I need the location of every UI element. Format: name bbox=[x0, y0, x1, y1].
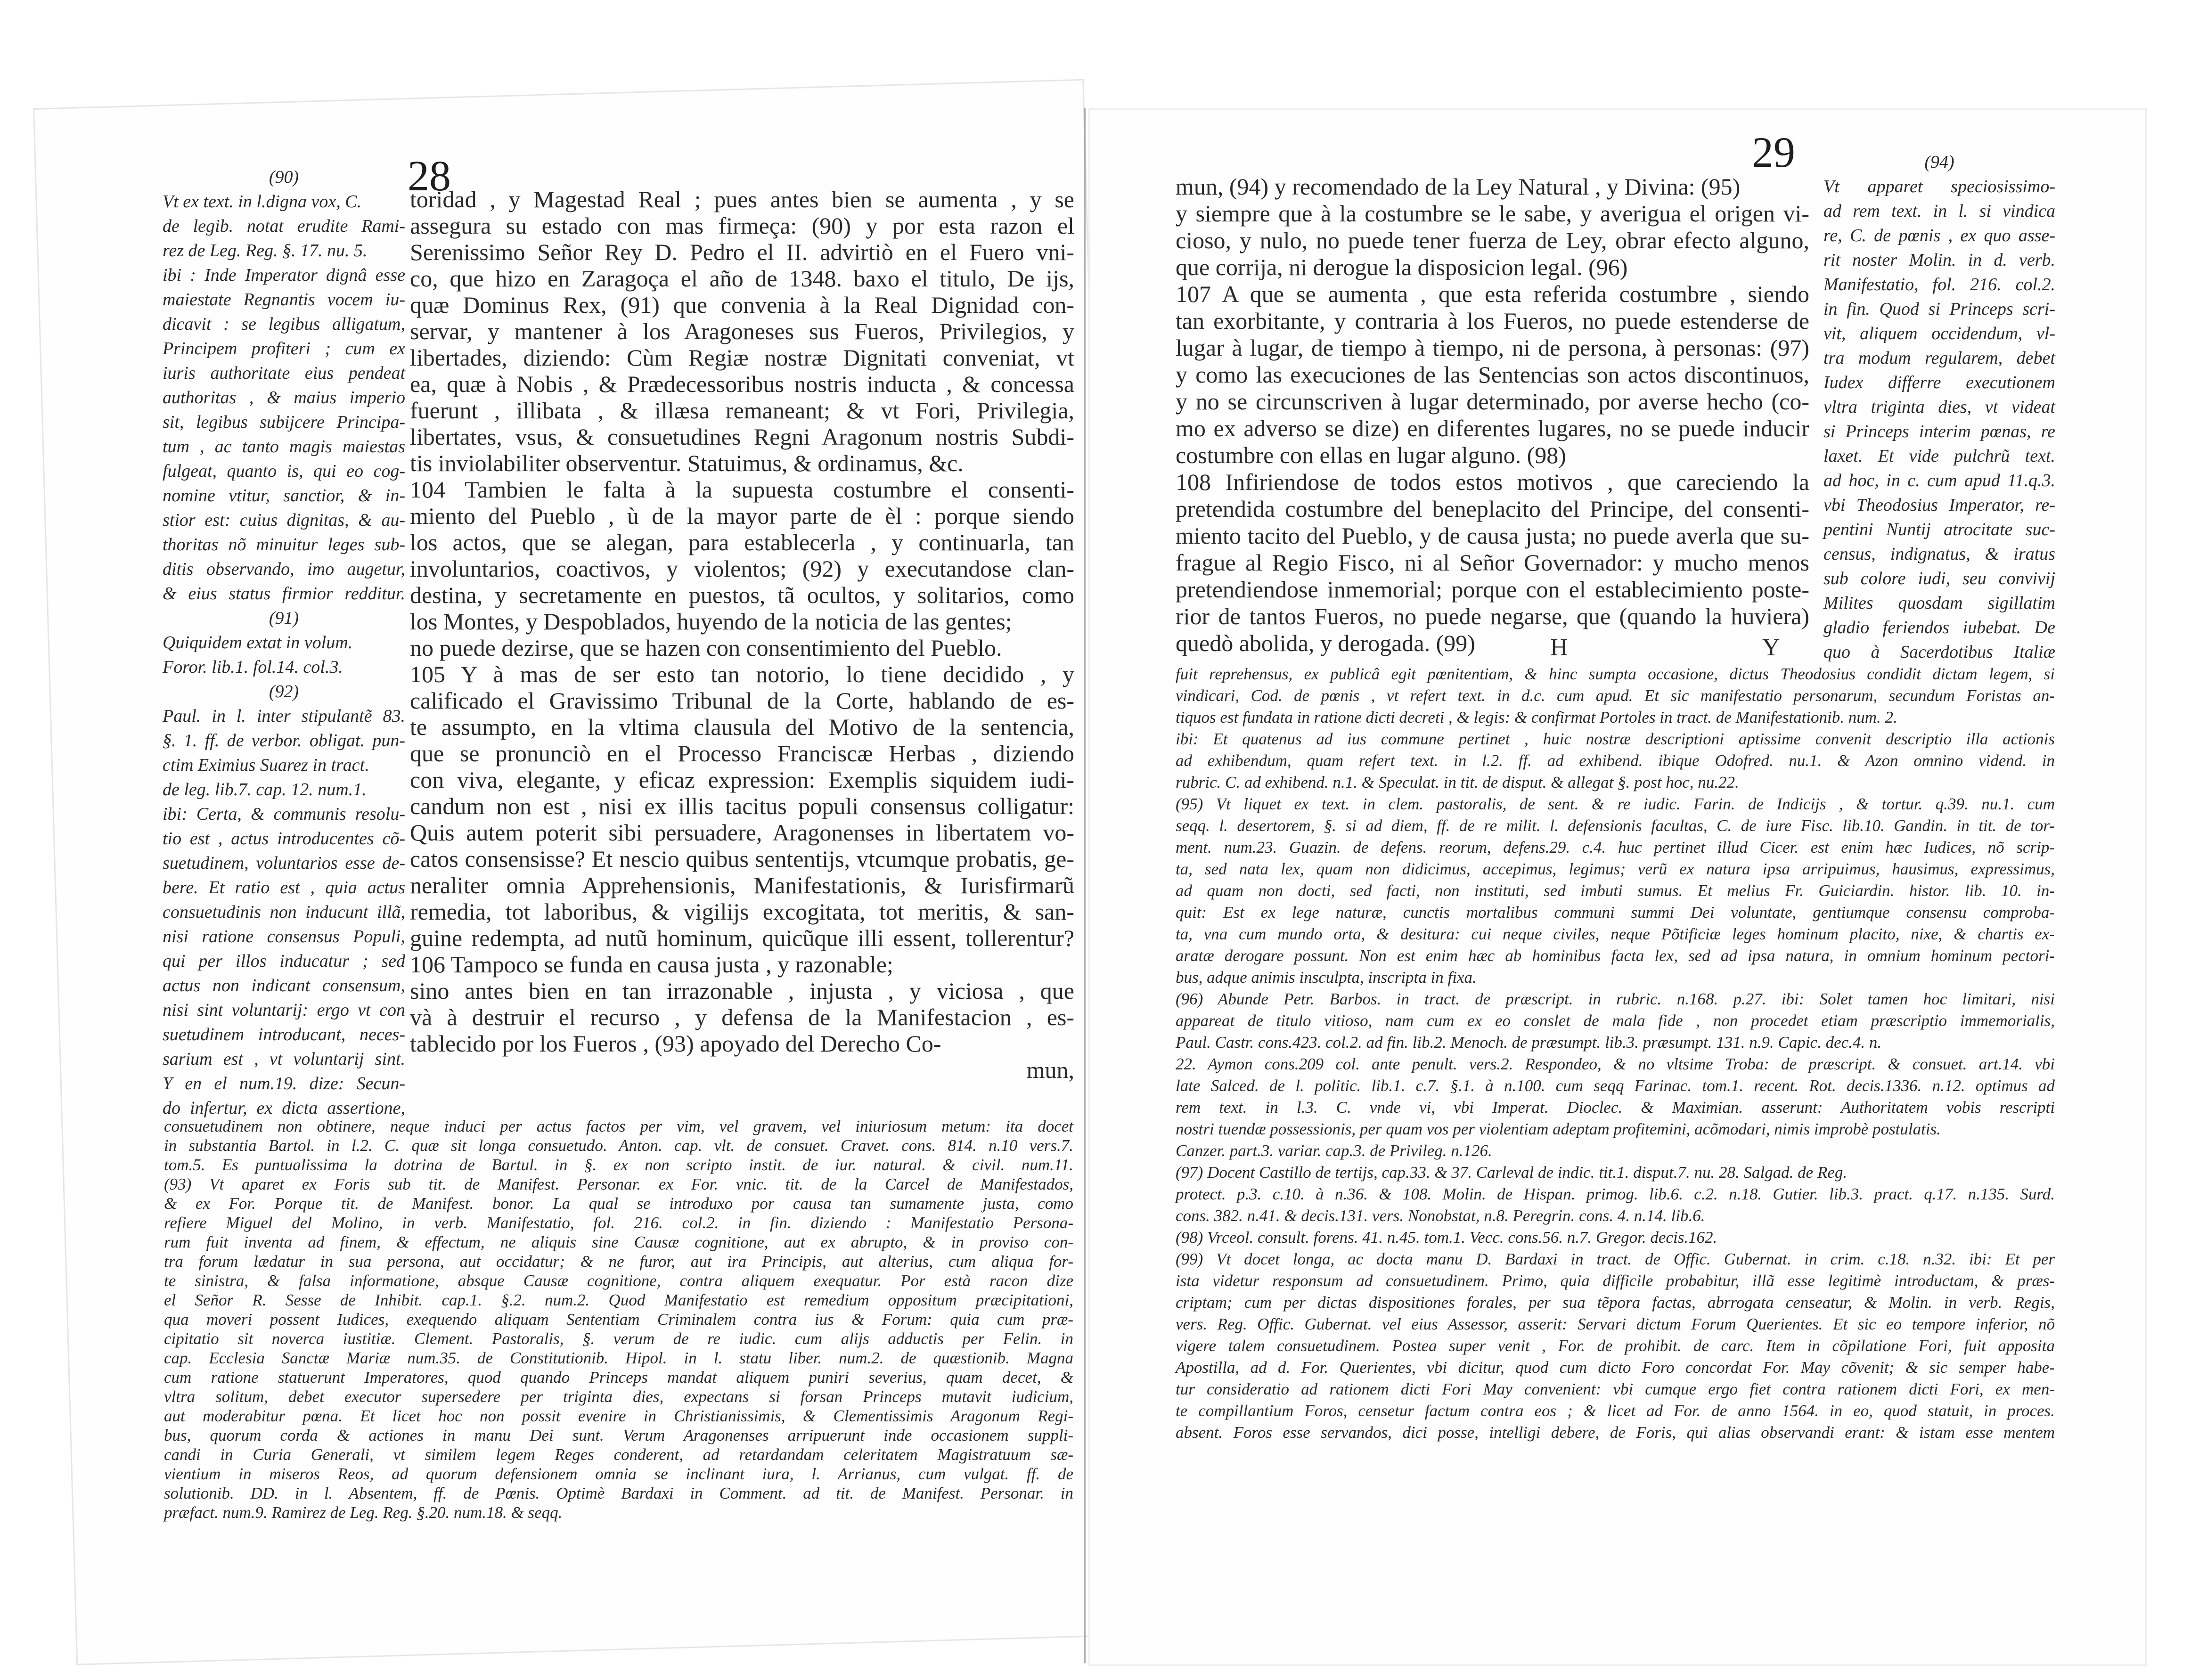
text-line: suetudinem, voluntarios esse de- bbox=[163, 853, 405, 873]
text-line: do infertur, ex dicta assertione, bbox=[163, 1098, 405, 1118]
text-line: in substantia Bartol. in l.2. C. quæ sit longa consuetudo. Anton. cap. vlt. de consuet. Cravet. cons. 814. n.10 vers.7. bbox=[164, 1136, 1073, 1155]
right-footnotes bbox=[1176, 663, 2055, 1443]
text-line: servar, y mantener à los Aragoneses sus Fueros, Privilegios, y bbox=[410, 318, 1074, 344]
text-line: con viva, elegante, y eficaz expression: Exemplis siquidem iudi- bbox=[410, 767, 1074, 793]
text-line: ibi: Certa, & communis resolu- bbox=[163, 804, 405, 824]
text-line: Paul. Castr. cons.423. col.2. ad fin. lib.2. Menoch. de præsumpt. lib.3. præsumpt. 131. n.9. Capic. dec.4. n. bbox=[1176, 1033, 1882, 1052]
text-line: destina, y secretamente en puestos, tã ocultos, y solitarios, como bbox=[410, 582, 1074, 608]
text-line: census, indignatus, & iratus bbox=[1823, 544, 2055, 564]
text-line: iuris authoritate eius pendeat bbox=[163, 363, 405, 383]
text-line: Canzer. part.3. variar. cap.3. de Privileg. n.126. bbox=[1176, 1142, 1492, 1160]
text-line: appareat de titulo vitioso, nam cum ex eo conslet de mala fide , non procedet etiam præscriptio immemorialis, bbox=[1176, 1011, 2055, 1030]
text-line: & eius status firmior redditur. bbox=[163, 584, 405, 603]
text-line: quæ Dominus Rex, (91) que convenia à la Real Dignidad con- bbox=[410, 292, 1074, 318]
text-line: nisi sint voluntarij: ergo vt con bbox=[163, 1000, 405, 1020]
text-line: vindicari, Cod. de pœnis , vt refert text. in d.c. cum apud. Et sic manifestatio personarum, secundum Foristas an- bbox=[1176, 686, 2055, 705]
text-line: sarium est , vt voluntarij sint. bbox=[163, 1049, 405, 1069]
text-line: tur consideratio ad rationem dicti Fori May convenient: vbi cumque ergo fiet contra rationem dicti Fori, ex men- bbox=[1176, 1380, 2055, 1398]
text-line: rez de Leg. Reg. §. 17. nu. 5. bbox=[163, 241, 368, 261]
text-line: quit: Est ex lege naturæ, cunctis mortalibus communi summi Dei voluntate, gentiumque consensu comproba- bbox=[1176, 903, 2055, 922]
text-line: ea, quæ à Nobis , & Prædecessoribus nostris inducta , & concessa bbox=[410, 371, 1074, 397]
text-line: el Señor R. Sesse de Inhibit. cap.1. §.2. num.2. Quod Manifestatio est remedium oppositum præcipitationi, bbox=[164, 1291, 1073, 1309]
text-line: Principem profiteri ; cum ex bbox=[163, 339, 405, 359]
text-line: involuntarios, coactivos, y violentos; (92) y executandose clan- bbox=[410, 555, 1074, 582]
text-line: tio est , actus introducentes cõ- bbox=[163, 829, 405, 848]
right-margin-notes bbox=[1823, 150, 2055, 664]
text-line: (92) bbox=[269, 682, 299, 701]
text-line: cipitatio sit noverca iustitiæ. Clement. Pastoralis, §. verum de re iudic. cum alijs adductis per Felin. in bbox=[164, 1329, 1073, 1348]
text-line: dicavit : se legibus alligatum, bbox=[163, 314, 405, 334]
text-line: rum fuit inventa ad finem, & effectum, ne aliquis sine Causæ cognitione, aut ex abrupto, & in proviso con- bbox=[164, 1233, 1073, 1251]
text-line: neraliter omnia Apprehensionis, Manifestationis, & Iurisfirmarũ bbox=[410, 872, 1074, 898]
text-line: fulgeat, quanto is, qui eo cog- bbox=[163, 461, 405, 481]
text-line: Vt ex text. in l.digna vox, C. bbox=[163, 192, 362, 212]
text-line: & ex For. Porque tit. de Manifest. bonor. La qual se introduxo por causa tan sumamente justa, como bbox=[164, 1194, 1073, 1213]
text-line: frague al Regio Fisco, ni al Señor Governador: y mucho menos bbox=[1176, 549, 1809, 576]
text-line: remedia, tot laboribus, & vigilijs excogitata, tot meritis, & san- bbox=[410, 898, 1074, 925]
text-line: ad quam non docti, sed facti, non instituti, sed imbuti sumus. Et melius Fr. Guiciardin. histor. lib. 10. in- bbox=[1176, 881, 2055, 900]
text-line: tis inviolabiliter observentur. Statuimus, & ordinamus, &c. bbox=[410, 450, 964, 476]
text-line: aut moderabitur pœna. Et licet hoc non possit evenire in Christianissimis, & Clementissimis Aragonum Regi- bbox=[164, 1407, 1073, 1425]
text-line: libertates, vsus, & consuetudines Regni Aragonum nostris Subdi- bbox=[410, 424, 1074, 450]
text-line: cioso, y nulo, no puede tener fuerza de Ley, obrar efecto alguno, bbox=[1176, 227, 1809, 253]
text-line: (94) bbox=[1924, 152, 1954, 172]
left-main-text bbox=[410, 186, 1074, 1083]
text-line: (95) Vt liquet ex text. in clem. pastoralis, de sent. & re iudic. Farin. de Indicijs , & tortur. q.39. nu.1. cum bbox=[1176, 795, 2055, 813]
text-line: gladio feriendos iubebat. De bbox=[1823, 618, 2055, 637]
text-line: Y en el num.19. dize: Secun- bbox=[163, 1074, 405, 1093]
text-line: 108 Infiriendose de todos estos motivos , que careciendo la bbox=[1176, 469, 1809, 495]
text-line: Serenissimo Señor Rey D. Pedro el II. advirtiò en el Fuero vni- bbox=[410, 239, 1074, 265]
text-line: calificado el Gravissimo Tribunal de la Corte, hablando de es- bbox=[410, 687, 1074, 714]
text-line: bere. Et ratio est , quia actus bbox=[163, 878, 405, 897]
text-line: qui per illos inducatur ; sed bbox=[163, 951, 405, 971]
text-line: tra modum regularem, debet bbox=[1823, 348, 2055, 368]
text-line: rit noster Molin. in d. verb. bbox=[1823, 250, 2055, 270]
text-line: ad rem text. in l. si vindica bbox=[1823, 201, 2055, 221]
text-line: solutionib. DD. in l. Absentem, ff. de Pœnis. Optimè Bardaxi in Comment. ad tit. de Manifest. Personar. in bbox=[164, 1484, 1073, 1502]
text-line: nostri tuendæ possessionis, per quam vos per violentiam adeptam profitemini, acõmodari, nimis improbè postulatis. bbox=[1176, 1120, 1941, 1138]
text-line: late Salced. de l. politic. lib.1. c.7. §.1. à n.100. cum seqq Farinac. tom.1. recent. Rot. decis.1336. n.12. optimus ad bbox=[1176, 1077, 2055, 1095]
text-line: lugar à lugar, de tiempo à tiempo, ni de persona, à personas: (97) bbox=[1176, 334, 1809, 361]
text-line: actus non indicant consensum, bbox=[163, 976, 405, 995]
text-line: quedò abolida, y derogada. (99) bbox=[1176, 630, 1475, 656]
text-line: sit, legibus subijcere Principa- bbox=[163, 412, 405, 432]
text-line: no puede dezirse, que se hazen con consentimiento del Pueblo. bbox=[410, 635, 1002, 661]
text-line: mo ex adverso se dize) en diferentes lugares, no se puede inducir bbox=[1176, 415, 1809, 441]
text-line: §. 1. ff. de verbor. obligat. pun- bbox=[163, 731, 405, 750]
text-line: cum ratione statuerunt Imperatores, quod quando Princeps mandat aliquem puniri severius, quam decet, & bbox=[164, 1368, 1073, 1386]
text-line: los Montes, y Despoblados, huyendo de la noticia de las gentes; bbox=[410, 608, 1012, 635]
text-line: Iudex differre executionem bbox=[1823, 373, 2055, 392]
text-line: ta, sed nata lex, quam non didicimus, accepimus, legimus; verũ ex natura ipsa arripuimus, hausimus, expressimus, bbox=[1176, 860, 2055, 878]
text-line: te compillantium Foros, censetur factum contra eos ; & licet ad For. de anno 1564. in eo, quod statuit, in proces. bbox=[1176, 1402, 2055, 1420]
text-line: consuetudinis non inducunt illã, bbox=[163, 902, 405, 922]
text-line: ditis observando, imo augetur, bbox=[163, 559, 405, 579]
text-line: fuerunt , illibata , & illæsa remaneant; & vt Fori, Privilegia, bbox=[410, 397, 1074, 424]
text-line: suetudinem introducant, neces- bbox=[163, 1025, 405, 1044]
text-line: præfact. num.9. Ramirez de Leg. Reg. §.20. num.18. & seqq. bbox=[164, 1503, 563, 1522]
text-line: toridad , y Magestad Real ; pues antes bien se aumenta , y se bbox=[410, 186, 1074, 212]
text-line: pretendiendose inmemorial; porque con el establecimiento poste- bbox=[1176, 576, 1809, 603]
text-line: ista videtur responsum ad consuetudinem. Primo, quia difficile probabitur, illã esse legitimè introductam, & præs- bbox=[1176, 1272, 2055, 1290]
text-line: rubric. C. ad exhibend. n.1. & Speculat. in tit. de disput. & allegat §. post hoc, nu.22. bbox=[1176, 773, 1739, 791]
text-line: vers. Reg. Offic. Gubernat. vel eius Assessor, asserit: Servari dictum Forum Querientes. Et sic eo tempore inferior, nõ bbox=[1176, 1315, 2055, 1333]
text-line: fuit reprehensus, ex publicâ egit pœnitentiam, & hinc sumpta occasione, dictus Theodosius condidit dictam legem, si bbox=[1176, 665, 2055, 683]
text-line: candum non est , nisi ex illis tacitus populi consensus colligatur: bbox=[410, 793, 1074, 819]
text-line: authoritas , & maius imperio bbox=[163, 388, 405, 408]
book-gutter bbox=[1084, 108, 1086, 1663]
text-line: absent. Foros esse servandos, dici posse, intelligi debere, de Foris, qui alias observandi erant: & istam esse mentem bbox=[1176, 1423, 2055, 1442]
text-line: tra forum lædatur in sua persona, aut occidatur; & ne furor, aut ira Principis, aut alterius, cum aliqua for- bbox=[164, 1252, 1073, 1271]
text-line: tom.5. Es puntualissima la dotrina de Bartul. in §. ex non scripto instit. de iur. natural. & civil. num.11. bbox=[164, 1156, 1073, 1174]
text-line: (99) Vt docet longa, ac docta manu D. Bardaxi in tract. de Offic. Gubernat. in crim. c.18. n.32. ibi: Et per bbox=[1176, 1250, 2055, 1268]
text-line: cap. Ecclesia Sanctæ Mariæ num.35. de Constitutionib. Hipol. in l. statu liber. num.2. de quæstionib. Magna bbox=[164, 1349, 1073, 1367]
text-line: te assumpto, en la vltima clausula del Motivo de la sentencia, bbox=[410, 714, 1074, 740]
text-line: y como las execuciones de las Sentencias son actos discontinuos, bbox=[1176, 361, 1809, 388]
text-line: re, C. de pœnis , ex quo asse- bbox=[1823, 226, 2055, 245]
text-line: mun, bbox=[1026, 1057, 1074, 1083]
text-line: tum , ac tanto magis maiestas bbox=[163, 437, 405, 457]
text-line: ibi: Et quatenus ad ius commune pertinet , huic nostræ descriptioni aptissime convenit descriptio illa actionis bbox=[1176, 730, 2055, 748]
text-line: quo à Sacerdotibus Italiæ bbox=[1823, 642, 2055, 662]
text-line: ment. num.23. Guazin. de defens. reorum, defens.29. c.4. huc pertinet illud Cicer. est enim hæc Iudices, nõ scrip- bbox=[1176, 838, 2055, 856]
text-line: vltra solitum, debet executor supersedere per triginta dies, expectans si forsan Princeps mutavit iudicium, bbox=[164, 1387, 1073, 1406]
text-line: qua moveri possent Iudices, exequendo aliquam Sententiam Criminalem contra ius & Forum: quia cum præ- bbox=[164, 1310, 1073, 1329]
left-footnotes bbox=[164, 1117, 1073, 1522]
text-line: thoritas nõ minuitur leges sub- bbox=[163, 535, 405, 555]
text-line: candi in Curia Generali, vt similem legem Reges conderent, ad retardandam celeritatem Magistratuum sæ- bbox=[164, 1445, 1073, 1464]
text-line: vigere talem consuetudinem. Postea super venit , For. de prohibit. de carc. Item in cõpilatione Fori, fuit apposita bbox=[1176, 1337, 2055, 1355]
text-line: Foror. lib.1. fol.14. col.3. bbox=[163, 657, 343, 677]
text-line: Paul. in l. inter stipulantẽ 83. bbox=[163, 706, 405, 726]
text-line: ad hoc, in c. cum apud 11.q.3. bbox=[1823, 471, 2055, 490]
text-line: nomine vtitur, sanctior, & in- bbox=[163, 486, 405, 506]
left-margin-notes bbox=[163, 165, 405, 1120]
text-line: vltra triginta dies, vt videat bbox=[1823, 397, 2055, 417]
text-line: mun, (94) y recomendado de la Ley Natural , y Divina: (95) bbox=[1176, 173, 1741, 200]
text-line: cons. 382. n.41. & decis.131. vers. Nonobstat, n.8. Peregrin. cons. 4. n.14. lib.6. bbox=[1176, 1207, 1705, 1225]
text-line: costumbre con ellas en lugar alguno. (98) bbox=[1176, 442, 1566, 468]
page-number-right: 29 bbox=[1752, 128, 1795, 176]
text-line: maiestate Regnantis vocem iu- bbox=[163, 290, 405, 310]
text-line: y siempre que à la costumbre se le sabe, y averigua el origen vi- bbox=[1176, 200, 1809, 227]
text-line: stior est: cuius dignitas, & au- bbox=[163, 510, 405, 530]
text-line: libertades, diziendo: Cùm Regiæ nostræ Dignitati conveniat, vt bbox=[410, 344, 1074, 371]
text-line: que corrija, ni derogue la disposicion legal. (96) bbox=[1176, 254, 1628, 280]
text-line: co, que hizo en Zaragoça el año de 1348. baxo el titulo, De ijs, bbox=[410, 265, 1074, 292]
text-line: vientium in miseros Reos, ad quorum defensionem omnia se inclinant iura, l. Arrianus, cum vulgat. ff. de bbox=[164, 1465, 1073, 1483]
text-line: consuetudinem non obtinere, neque induci per actus factos per vim, vel gravem, vel iniuriosum metum: ita docet bbox=[164, 1117, 1073, 1135]
text-line: los actos, que se alegan, para establecerla , y continuarla, tan bbox=[410, 529, 1074, 555]
text-line: 105 Y à mas de ser esto tan notorio, lo tiene decidido , y bbox=[410, 661, 1074, 687]
text-line: rior de tantos Fueros, no puede negarse, que (quando la huviera) bbox=[1176, 603, 1809, 629]
text-line: de legib. notat erudite Rami- bbox=[163, 216, 405, 236]
text-line: bus, quorum corda & actiones in manu Dei sunt. Verum Aragonenses arripuerunt inde occasionem suppli- bbox=[164, 1426, 1073, 1444]
text-line: sino antes bien en tan irrazonable , injusta , y viciosa , que bbox=[410, 978, 1074, 1004]
text-line: 22. Aymon cons.209 col. ante penult. vers.2. Respondeo, & no vltsime Troba: de præscript. & consuet. art.14. vbi bbox=[1176, 1055, 2055, 1073]
text-line: tablecido por los Fueros , (93) apoyado del Derecho Co- bbox=[410, 1030, 941, 1057]
signature-mark-h: H bbox=[1550, 634, 1568, 661]
text-line: Quis autem poterit sibi persuadere, Aragonenses in libertatem vo- bbox=[410, 819, 1074, 846]
text-line: catos consensisse? Et nescio quibus sententijs, vtcumque probatis, ge- bbox=[410, 846, 1074, 872]
text-line: ctim Eximius Suarez in tract. bbox=[163, 755, 369, 775]
text-line: miento tacito del Pueblo, y de causa justa; no puede averla que su- bbox=[1176, 522, 1809, 549]
text-line: 104 Tambien le falta à la supuesta costumbre el consenti- bbox=[410, 476, 1074, 503]
text-line: và à destruir el recurso , y defensa de la Manifestacion , es- bbox=[410, 1004, 1074, 1030]
text-line: vit, aliquem occidendum, vl- bbox=[1823, 324, 2055, 343]
text-line: que se pronunciò en el Processo Franciscæ Herbas , diziendo bbox=[410, 740, 1074, 767]
text-line: Quiquidem extat in volum. bbox=[163, 633, 353, 652]
text-line: Apostilla, ad d. For. Querientes, vbi dicitur, quod cum dicto Foro concordat For. May cõvenit; & sic semper habe- bbox=[1176, 1358, 2055, 1377]
text-line: ta, vna cum mundo orta, & desitura: cui neque civiles, neque Põtificiæ leges hominum placito, nixe, & chartis ex- bbox=[1176, 925, 2055, 943]
text-line: (93) Vt aparet ex Foris sub tit. de Manifest. Personar. ex For. vnic. tit. de la Carcel de Manifestados, bbox=[164, 1175, 1073, 1193]
text-line: assegura su estado con mas firmeça: (90) y por esta razon el bbox=[410, 212, 1074, 239]
text-line: pentini Nuntij atrocitate suc- bbox=[1823, 520, 2055, 539]
text-line: Milites quosdam sigillatim bbox=[1823, 593, 2055, 613]
text-line: si Princeps interim pœnas, re bbox=[1823, 422, 2055, 441]
text-line: ibi : Inde Imperator dignâ esse bbox=[163, 265, 405, 285]
text-line: 107 A que se aumenta , que esta referida costumbre , siendo bbox=[1176, 281, 1809, 307]
text-line: refiere Miguel del Molino, in verb. Manifestatio, fol. 216. col.2. in fin. diziendo : Manifestatio Persona- bbox=[164, 1214, 1073, 1232]
text-line: ad exhibendum, quam refert text. in l.2. ff. ad exhibend. ibique Odofred. nu.1. & Azon omnino vidend. in bbox=[1176, 751, 2055, 770]
text-line: rem text. in l.3. C. vnde vi, vbi Imperat. Dioclec. & Maximian. asserunt: Authoritatem vobis rescripti bbox=[1176, 1098, 2055, 1117]
text-line: miento del Pueblo , ù de la mayor parte de èl : porque siendo bbox=[410, 503, 1074, 529]
text-line: guine redempta, ad nutũ hominum, quicũque illi essent, tollerentur? bbox=[410, 925, 1074, 951]
text-line: tan exorbitante, y contraria à los Fueros, no puede estenderse de bbox=[1176, 308, 1809, 334]
text-line: nisi ratione consensus Populi, bbox=[163, 927, 405, 946]
text-line: pretendida costumbre del beneplacito del Principe, del consenti- bbox=[1176, 496, 1809, 522]
text-line: vbi Theodosius Imperator, re- bbox=[1823, 495, 2055, 515]
text-line: Vt apparet speciosissimo- bbox=[1823, 177, 2055, 196]
text-line: te sinistra, & falsa informatione, absque Causæ cognitione, contra aliquem exequatur. Por està racon dize bbox=[164, 1272, 1073, 1290]
text-line: bus, adque animis insculpta, inscripta in fixa. bbox=[1176, 968, 1477, 987]
text-line: y no se circunscriven à lugar determinado, por averse hecho (co- bbox=[1176, 388, 1809, 415]
text-line: de leg. lib.7. cap. 12. num.1. bbox=[163, 780, 367, 799]
signature-mark-y: Y bbox=[1762, 634, 1780, 661]
text-line: (90) bbox=[269, 167, 299, 187]
text-line: seqq. l. desertorem, §. si ad diem, ff. de re milit. l. defensionis facultas, C. de iure Fisc. lib.10. Gandin. in tit. de tor- bbox=[1176, 816, 2055, 835]
text-line: criptam; cum per dictas dispositiones forales, per sua tẽpora factas, abrrogata censeatur, & Molin. in verb. Regis, bbox=[1176, 1293, 2055, 1312]
text-line: (97) Docent Castillo de tertijs, cap.33. & 37. Carleval de indic. tit.1. disput.7. nu. 28. Salgad. de Reg. bbox=[1176, 1163, 1847, 1182]
text-line: tiquos est fundata in ratione dicti decreti , & legis: & confirmat Portoles in tract. de Manifestationib. num. 2. bbox=[1176, 708, 1897, 726]
text-line: laxet. Et vide pulchrũ text. bbox=[1823, 446, 2055, 466]
text-line: Manifestatio, fol. 216. col.2. bbox=[1823, 275, 2055, 294]
text-line: 106 Tampoco se funda en causa justa , y razonable; bbox=[410, 951, 893, 978]
page-number-left: 28 bbox=[408, 152, 451, 200]
text-line: (98) Vrceol. consult. forens. 41. n.45. tom.1. Vecc. cons.56. n.7. Gregor. decis.162. bbox=[1176, 1228, 1717, 1247]
right-main-text bbox=[1176, 173, 1809, 657]
text-line: (96) Abunde Petr. Barbos. in tract. de præscript. in rubric. n.168. p.27. ibi: Solet tamen hoc limitari, nisi bbox=[1176, 990, 2055, 1008]
text-line: (91) bbox=[269, 608, 299, 628]
text-line: sub colore iudi, seu convivij bbox=[1823, 569, 2055, 588]
text-line: in fin. Quod si Princeps scri- bbox=[1823, 299, 2055, 319]
text-line: aratæ derogare possunt. Non est enim hæc ab hominibus facta lex, sed ad ipsa natura, in omnium hominum pectori- bbox=[1176, 946, 2055, 965]
text-line: protect. p.3. c.10. à n.36. & 108. Molin. de Hispan. primog. lib.6. c.2. n.18. Gutier. lib.3. pract. q.17. n.135. Surd. bbox=[1176, 1185, 2055, 1203]
